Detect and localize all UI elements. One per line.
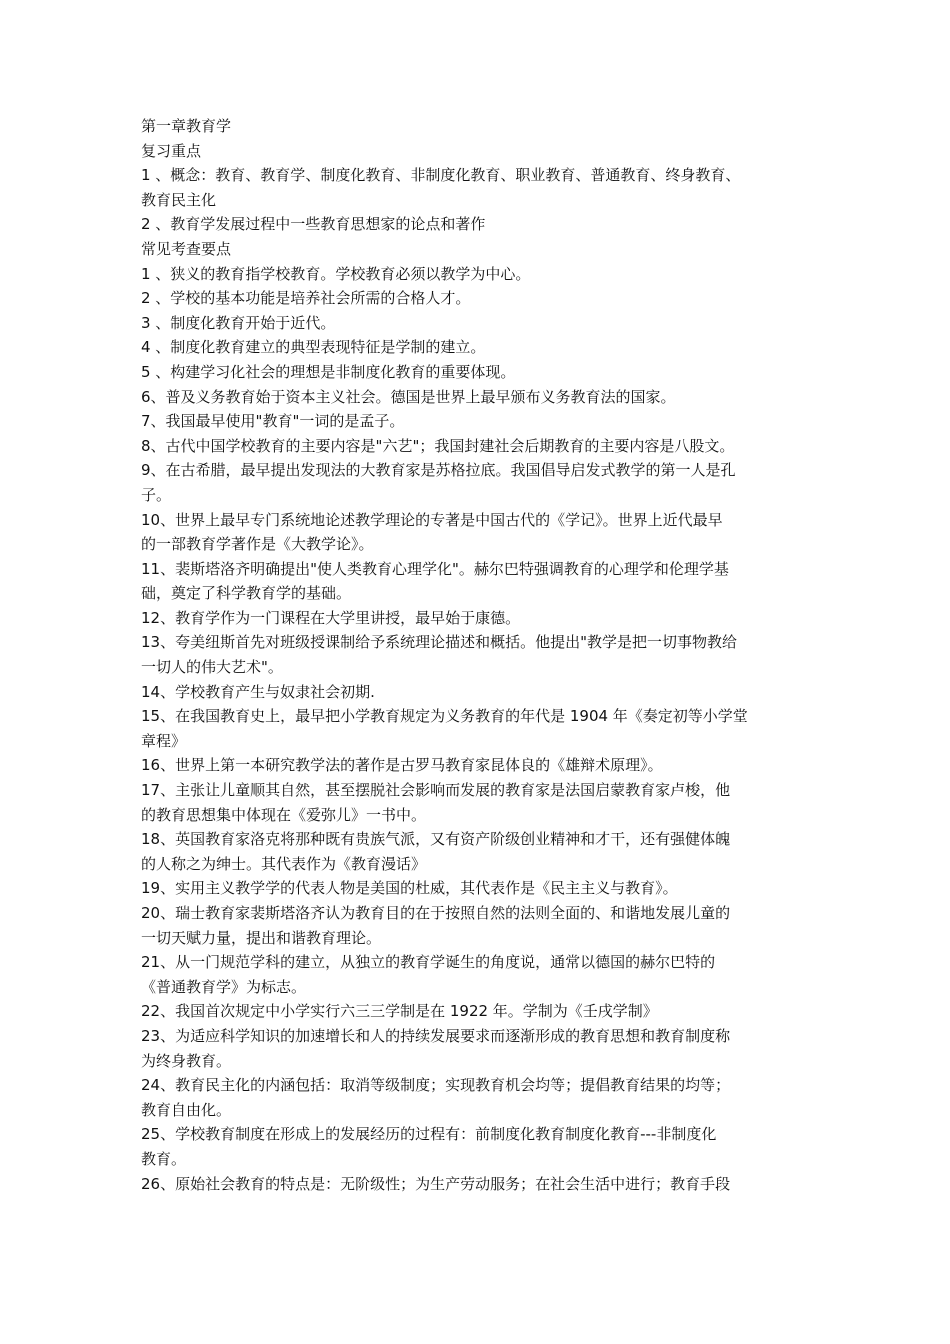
text-line: 12、教育学作为一门课程在大学里讲授，最早始于康德。 (141, 608, 521, 627)
text-line: 25、学校教育制度在形成上的发展经历的过程有：前制度化教育制度化教育---非制度化 (141, 1125, 717, 1144)
text-line: 一切天赋力量，提出和谐教育理论。 (141, 928, 382, 947)
text-line: 4 、制度化教育建立的典型表现特征是学制的建立。 (141, 338, 486, 357)
text-line: 15、在我国教育史上，最早把小学教育规定为义务教育的年代是 1904 年《奏定初等小学堂 (141, 707, 748, 726)
text-line: 8、古代中国学校教育的主要内容是"六艺"；我国封建社会后期教育的主要内容是八股文。 (141, 436, 735, 455)
text-line: 9、在古希腊，最早提出发现法的大教育家是苏格拉底。我国倡导启发式教学的第一人是孔 (141, 461, 736, 480)
text-line: 一切人的伟大艺术"。 (141, 658, 283, 677)
text-line: 24、教育民主化的内涵包括：取消等级制度；实现教育机会均等；提倡教育结果的均等； (141, 1076, 731, 1095)
text-line: 1 、概念：教育、教育学、制度化教育、非制度化教育、职业教育、普通教育、终身教育、 (141, 166, 741, 185)
text-line: 22、我国首次规定中小学实行六三三学制是在 1922 年。学制为《壬戌学制》 (141, 1002, 658, 1021)
text-line: 子。 (141, 485, 172, 504)
text-line: 17、主张让儿童顺其自然，甚至摆脱社会影响而发展的教育家是法国启蒙教育家卢梭，他 (141, 781, 731, 800)
text-line: 教育。 (141, 1149, 187, 1168)
text-line: 《普通教育学》为标志。 (141, 977, 307, 996)
text-line: 1 、狭义的教育指学校教育。学校教育必须以教学为中心。 (141, 264, 531, 283)
text-line: 复习重点 (141, 141, 202, 160)
text-line: 2 、学校的基本功能是培养社会所需的合格人才。 (141, 289, 471, 308)
text-line: 13、夸美纽斯首先对班级授课制给予系统理论描述和概括。他提出"教学是把一切事物教给 (141, 633, 737, 652)
text-line: 18、英国教育家洛克将那种既有贵族气派，又有资产阶级创业精神和才干，还有强健体魄 (141, 830, 731, 849)
text-line: 7、我国最早使用"教育"一词的是孟子。 (141, 412, 405, 431)
text-line: 为终身教育。 (141, 1051, 232, 1070)
text-line: 10、世界上最早专门系统地论述教学理论的专著是中国古代的《学记》。世界上近代最早 (141, 510, 723, 529)
text-line: 26、原始社会教育的特点是：无阶级性；为生产劳动服务；在社会生活中进行；教育手段 (141, 1174, 731, 1193)
text-line: 础，奠定了科学教育学的基础。 (141, 584, 352, 603)
text-line: 23、为适应科学知识的加速增长和人的持续发展要求而逐渐形成的教育思想和教育制度称 (141, 1026, 731, 1045)
text-line: 6、普及义务教育始于资本主义社会。德国是世界上最早颁布义务教育法的国家。 (141, 387, 676, 406)
text-line: 19、实用主义教学学的代表人物是美国的杜威，其代表作是《民主主义与教育》。 (141, 879, 678, 898)
text-line: 11、裴斯塔洛齐明确提出"使人类教育心理学化"。赫尔巴特强调教育的心理学和伦理学基 (141, 559, 729, 578)
text-line: 16、世界上第一本研究教学法的著作是古罗马教育家昆体良的《雄辩术原理》。 (141, 756, 663, 775)
text-line: 教育民主化 (141, 190, 217, 209)
text-line: 的教育思想集中体现在《爱弥儿》一书中。 (141, 805, 427, 824)
text-line: 21、从一门规范学科的建立，从独立的教育学诞生的角度说，通常以德国的赫尔巴特的 (141, 953, 716, 972)
text-line: 14、学校教育产生与奴隶社会初期. (141, 682, 375, 701)
text-line: 20、瑞士教育家裴斯塔洛齐认为教育目的在于按照自然的法则全面的、和谐地发展儿童的 (141, 904, 731, 922)
text-line: 常见考查要点 (141, 239, 232, 258)
text-line: 的人称之为绅士。其代表作为《教育漫话》 (141, 854, 427, 873)
text-line: 教育自由化。 (141, 1100, 232, 1119)
text-line: 第一章教育学 (141, 117, 232, 135)
text-line: 章程》 (141, 731, 187, 750)
document-body (141, 114, 821, 1196)
text-line: 5 、构建学习化社会的理想是非制度化教育的重要体现。 (141, 362, 516, 381)
text-line: 2 、教育学发展过程中一些教育思想家的论点和著作 (141, 215, 486, 234)
text-line: 3 、制度化教育开始于近代。 (141, 313, 336, 332)
text-line: 的一部教育学著作是《大教学论》。 (141, 535, 374, 554)
